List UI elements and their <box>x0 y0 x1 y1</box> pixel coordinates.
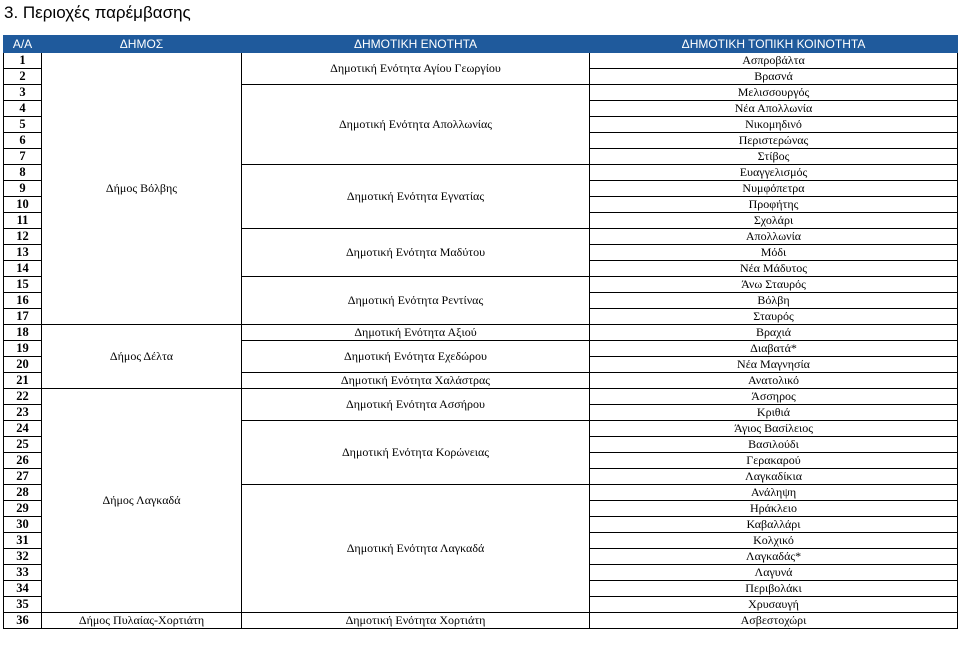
row-number: 36 <box>4 613 42 629</box>
column-header-index: Α/Α <box>4 36 42 53</box>
community-cell: Απολλωνία <box>590 229 958 245</box>
row-number: 28 <box>4 485 42 501</box>
row-number: 26 <box>4 453 42 469</box>
community-cell: Βόλβη <box>590 293 958 309</box>
community-cell: Ανατολικό <box>590 373 958 389</box>
municipality-cell: Δήμος Δέλτα <box>42 325 242 389</box>
table-row <box>4 53 958 69</box>
community-cell: Νέα Μάδυτος <box>590 261 958 277</box>
row-number: 19 <box>4 341 42 357</box>
row-number: 35 <box>4 597 42 613</box>
row-number: 33 <box>4 565 42 581</box>
municipality-cell: Δήμος Πυλαίας-Χορτιάτη <box>42 613 242 629</box>
unit-cell: Δημοτική Ενότητα Κορώνειας <box>242 421 590 485</box>
row-number: 22 <box>4 389 42 405</box>
row-number: 34 <box>4 581 42 597</box>
community-cell: Στίβος <box>590 149 958 165</box>
row-number: 27 <box>4 469 42 485</box>
community-cell: Προφήτης <box>590 197 958 213</box>
row-number: 25 <box>4 437 42 453</box>
community-cell: Άσσηρος <box>590 389 958 405</box>
community-cell: Νέα Απολλωνία <box>590 101 958 117</box>
community-cell: Καβαλλάρι <box>590 517 958 533</box>
row-number: 32 <box>4 549 42 565</box>
community-cell: Άγιος Βασίλειος <box>590 421 958 437</box>
unit-cell: Δημοτική Ενότητα Ρεντίνας <box>242 277 590 325</box>
community-cell: Λαγκαδίκια <box>590 469 958 485</box>
community-cell: Ασβεστοχώρι <box>590 613 958 629</box>
unit-cell: Δημοτική Ενότητα Εχεδώρου <box>242 341 590 373</box>
column-header-community: ΔΗΜΟΤΙΚΗ ΤΟΠΙΚΗ ΚΟΙΝΟΤΗΤΑ <box>590 36 958 53</box>
community-cell: Κολχικό <box>590 533 958 549</box>
row-number: 15 <box>4 277 42 293</box>
community-cell: Σταυρός <box>590 309 958 325</box>
row-number: 1 <box>4 53 42 69</box>
table-row <box>4 389 958 405</box>
row-number: 30 <box>4 517 42 533</box>
community-cell: Λαγκαδάς* <box>590 549 958 565</box>
unit-cell: Δημοτική Ενότητα Αγίου Γεωργίου <box>242 53 590 85</box>
community-cell: Ευαγγελισμός <box>590 165 958 181</box>
unit-cell: Δημοτική Ενότητα Αξιού <box>242 325 590 341</box>
row-number: 14 <box>4 261 42 277</box>
row-number: 3 <box>4 85 42 101</box>
row-number: 20 <box>4 357 42 373</box>
municipality-cell: Δήμος Λαγκαδά <box>42 389 242 613</box>
unit-cell: Δημοτική Ενότητα Εγνατίας <box>242 165 590 229</box>
row-number: 6 <box>4 133 42 149</box>
table-header-row <box>4 36 958 53</box>
community-cell: Βρασνά <box>590 69 958 85</box>
row-number: 21 <box>4 373 42 389</box>
unit-cell: Δημοτική Ενότητα Λαγκαδά <box>242 485 590 613</box>
community-cell: Σχολάρι <box>590 213 958 229</box>
row-number: 31 <box>4 533 42 549</box>
column-header-municipality: ΔΗΜΟΣ <box>42 36 242 53</box>
community-cell: Περιστερώνας <box>590 133 958 149</box>
row-number: 8 <box>4 165 42 181</box>
community-cell: Νέα Μαγνησία <box>590 357 958 373</box>
row-number: 18 <box>4 325 42 341</box>
table-row <box>4 613 958 629</box>
row-number: 17 <box>4 309 42 325</box>
community-cell: Χρυσαυγή <box>590 597 958 613</box>
community-cell: Ηράκλειο <box>590 501 958 517</box>
community-cell: Νυμφόπετρα <box>590 181 958 197</box>
column-header-unit: ΔΗΜΟΤΙΚΗ ΕΝΟΤΗΤΑ <box>242 36 590 53</box>
row-number: 12 <box>4 229 42 245</box>
community-cell: Άνω Σταυρός <box>590 277 958 293</box>
row-number: 23 <box>4 405 42 421</box>
unit-cell: Δημοτική Ενότητα Ασσήρου <box>242 389 590 421</box>
community-cell: Λαγυνά <box>590 565 958 581</box>
table-row <box>4 325 958 341</box>
unit-cell: Δημοτική Ενότητα Μαδύτου <box>242 229 590 277</box>
unit-cell: Δημοτική Ενότητα Απολλωνίας <box>242 85 590 165</box>
community-cell: Περιβολάκι <box>590 581 958 597</box>
row-number: 11 <box>4 213 42 229</box>
row-number: 2 <box>4 69 42 85</box>
unit-cell: Δημοτική Ενότητα Χαλάστρας <box>242 373 590 389</box>
community-cell: Διαβατά* <box>590 341 958 357</box>
municipality-cell: Δήμος Βόλβης <box>42 53 242 325</box>
community-cell: Γερακαρού <box>590 453 958 469</box>
row-number: 7 <box>4 149 42 165</box>
row-number: 24 <box>4 421 42 437</box>
row-number: 5 <box>4 117 42 133</box>
row-number: 29 <box>4 501 42 517</box>
unit-cell: Δημοτική Ενότητα Χορτιάτη <box>242 613 590 629</box>
community-cell: Ανάληψη <box>590 485 958 501</box>
community-cell: Βραχιά <box>590 325 958 341</box>
community-cell: Κριθιά <box>590 405 958 421</box>
row-number: 16 <box>4 293 42 309</box>
community-cell: Μελισσουργός <box>590 85 958 101</box>
community-cell: Βασιλούδι <box>590 437 958 453</box>
intervention-areas-table <box>3 35 958 629</box>
section-title: 3. Περιοχές παρέμβασης <box>4 3 191 22</box>
row-number: 10 <box>4 197 42 213</box>
community-cell: Ασπροβάλτα <box>590 53 958 69</box>
community-cell: Νικομηδινό <box>590 117 958 133</box>
row-number: 13 <box>4 245 42 261</box>
row-number: 9 <box>4 181 42 197</box>
row-number: 4 <box>4 101 42 117</box>
community-cell: Μόδι <box>590 245 958 261</box>
